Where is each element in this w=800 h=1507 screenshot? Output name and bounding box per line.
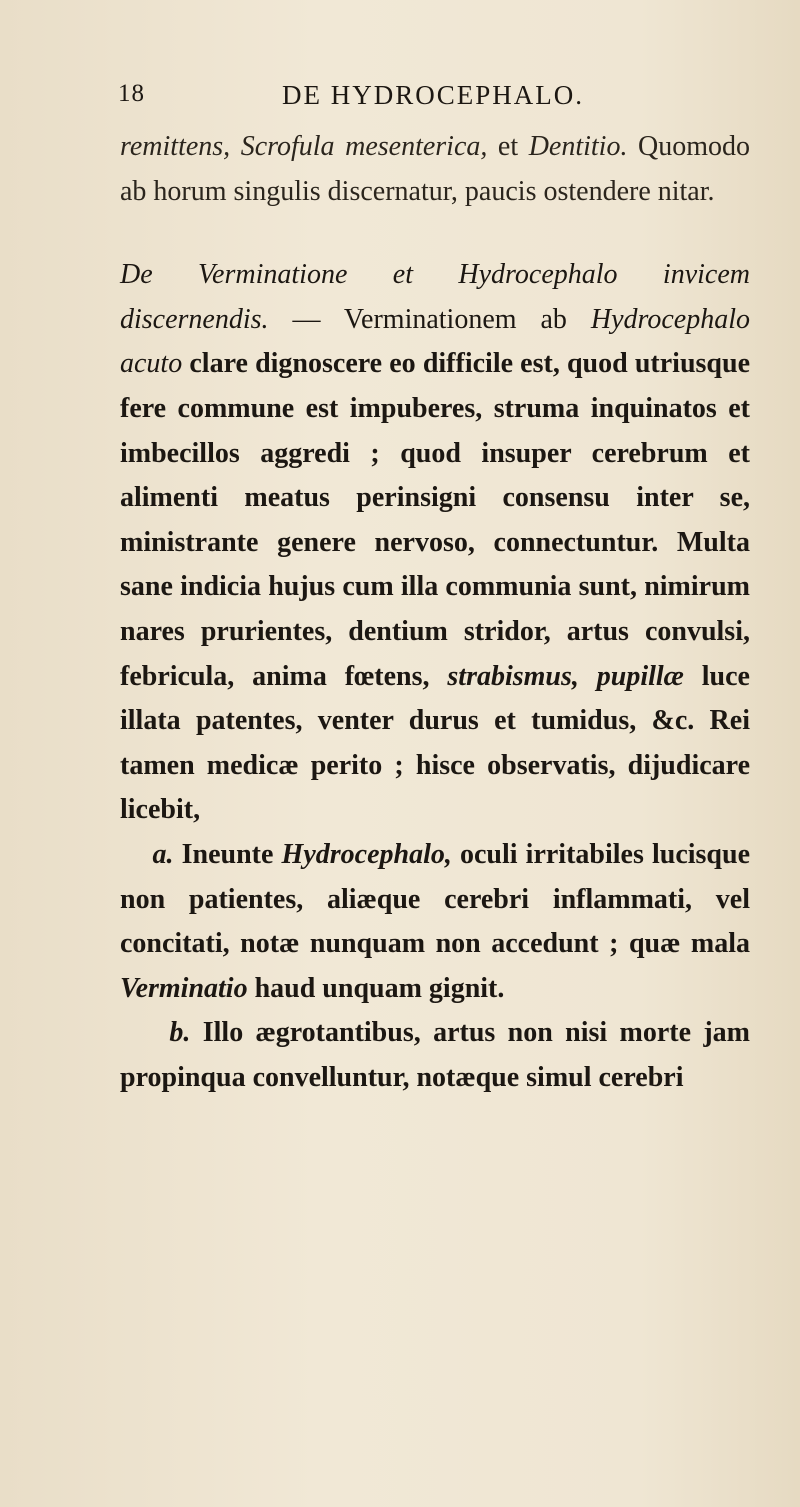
text-run: haud unquam gignit.: [247, 972, 505, 1004]
list-label: b.: [169, 1017, 191, 1049]
text-run: Quomodo ab horum singulis discernatur, paucis ostendere nitar.: [120, 131, 750, 207]
running-title: DE HYDROCEPHALO.: [282, 80, 584, 110]
paragraph-4: [120, 1011, 750, 1100]
text-run: luce illata patentes, venter durus et tumidus, &c. Rei tamen medicæ perito ; hisce observatis, dijudicare licebit,: [120, 660, 750, 826]
running-head: [118, 80, 748, 120]
section-heading: De Verminatione et Hydrocephalo invicem discernendis.: [120, 259, 750, 335]
page-number: 18: [118, 80, 145, 107]
text-run: Illo ægrotantibus, artus non nisi morte jam propinqua convelluntur, notæque simul cerebri: [120, 1017, 751, 1093]
text-run: Ineunte: [173, 838, 282, 870]
italic-phrase: strabismus, pupillæ: [447, 660, 684, 692]
paragraph-1: [120, 125, 750, 214]
paragraph-2: [120, 253, 750, 833]
body-text: [120, 125, 750, 1100]
italic-phrase: Hydrocephalo,: [281, 838, 452, 870]
text-run: et: [487, 131, 529, 162]
italic-phrase: Hydrocephalo acuto: [120, 303, 750, 380]
italic-phrase: Verminatio: [120, 972, 248, 1004]
list-label: a.: [152, 838, 174, 870]
paragraph-gap: [120, 214, 750, 253]
paragraph-3: [120, 833, 750, 1011]
italic-phrase: Dentitio.: [528, 131, 628, 162]
italic-phrase: remittens, Scrofula mesenterica,: [120, 131, 488, 162]
text-run: — Verminationem ab: [268, 303, 591, 335]
text-run: oculi irritabiles lucisque non patientes, aliæque cerebri inflammati, vel concitati, notæ nunquam non accedunt ; quæ mala: [120, 838, 751, 960]
text-run: clare dignoscere eo difficile est, quod utriusque fere commune est impuberes, struma inquinatos et imbecillos aggredi ; quod insuper cerebrum et alimenti meatus perinsigni consensu inter se, ministrante genere nervoso, connectuntur. Multa sane indicia hujus cum illa communia sunt, nimirum nares prurientes, dentium stridor, artus convulsi, febricula, anima fœtens,: [120, 348, 750, 692]
